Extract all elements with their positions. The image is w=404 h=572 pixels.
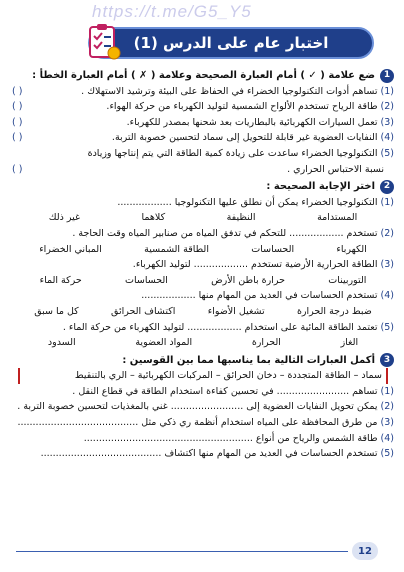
tf-item-1: (1) تساهم أدوات التكنولوجيا الخضراء في الحفاظ على البيئة وترشيد الاستهلاك . ( ) (12, 84, 394, 100)
mcq-options-3 (12, 273, 394, 289)
mcq-options-1 (12, 210, 394, 226)
section-number: 2 (380, 180, 394, 194)
fill-item-5: (5) تستخدم الحساسات في العديد من المهام منها اكتشاف ........................................ (40, 448, 394, 460)
page-title: اختبار عام على الدرس (1) (88, 27, 374, 59)
word-bank: سماد – الطاقة المتجددة – دخان الحرائق – المركبات الكهربائية – الري بالتنقيط (18, 368, 388, 384)
tf-item-5-continued: نسبة الاحتباس الحراري . ( ) (12, 162, 394, 178)
option: المواد العضوية (135, 337, 193, 349)
mcq-question-1: (1) التكنولوجيا الخضراء يمكن أن نطلق عليها التكنولوجيا .................. (117, 196, 394, 208)
answer-paren: ( ) (12, 85, 23, 97)
section-heading-text: أكمل العبارات التالية بما يناسبها مما بين القوسين : (122, 354, 375, 366)
tf-item-5: (5) التكنولوجيا الخضراء ساعدت على زيادة كمية الطاقة التي يتم إنتاجها وزيادة (87, 147, 394, 159)
answer-paren: ( ) (12, 101, 23, 113)
option: المباني الخضراء (39, 243, 102, 255)
option: كلاهما (141, 212, 166, 224)
mcq-question-2: (2) تستخدم .................. للتحكم في تدفق المياه من صنابير المياه وقت الحاجة . (72, 227, 394, 239)
option: كل ما سبق (34, 305, 79, 317)
section-heading-text: اختر الإجابة الصحيحة : (266, 181, 375, 193)
option: النظيفة (226, 212, 256, 224)
section-number: 3 (380, 353, 394, 367)
option: الكهرباء (336, 243, 367, 255)
section-1-heading (12, 68, 394, 84)
mcq-options-2 (12, 242, 394, 258)
option: حركة الماء (39, 274, 82, 286)
section-3-heading (12, 353, 394, 369)
option: الحرارة (251, 337, 281, 349)
page-number: 12 (352, 542, 378, 560)
answer-paren: ( ) (12, 116, 23, 128)
fill-item-2: (2) يمكن تحويل النفايات العضوية إلى ........................ غني بالمغذيات لتحسين خصوبة التربة . (17, 401, 394, 413)
option: الغاز (340, 337, 359, 349)
option: المستدامة (317, 212, 358, 224)
section-number: 1 (380, 69, 394, 83)
option: التوربينات (328, 274, 367, 286)
tf-item-2: (2) طاقة الرياح تستخدم الألواح الشمسية لتوليد الكهرباء من حركة الهواء. ( ) (12, 99, 394, 115)
option: تشغيل الأضواء (207, 305, 265, 317)
option: الحساسات (251, 243, 295, 255)
mcq-options-4 (12, 304, 394, 320)
option: الحساسات (125, 274, 168, 286)
fill-item-4: (4) طاقة الشمس والرياح من أنواع ........................................................ (83, 432, 394, 444)
checklist-clipboard-icon (86, 23, 122, 61)
option: غير ذلك (48, 212, 80, 224)
fill-item-1: (1) تساهم ........................ في تحسين كفاءة استخدام الطاقة في قطاع النقل . (72, 385, 394, 397)
answer-paren: ( ) (12, 163, 23, 175)
section-heading-text: ضع علامة ( ✓ ) أمام العبارة الصحيحة وعلامة ( ✗ ) أمام العبارة الخطأ : (32, 70, 375, 81)
option: ضبط درجة الحرارة (296, 305, 372, 317)
worksheet-content (12, 66, 394, 462)
option: الطاقة الشمسية (144, 243, 209, 255)
watermark: https://t.me/G5_Y5 (92, 2, 252, 21)
option: اكتشاف الحرائق (111, 305, 176, 317)
tf-item-4: (4) النفايات العضوية غير قابلة للتحويل إلى سماد لتحسين خصوبة التربة. ( ) (12, 130, 394, 146)
footer-line (16, 551, 348, 552)
answer-paren: ( ) (12, 132, 23, 144)
fill-item-3: (3) من طرق المحافظة على المياه استخدام أنظمة ري ذكي مثل ........................................ (17, 417, 394, 429)
tf-item-3: (3) تعمل السيارات الكهربائية بالبطاريات بعد شحنها بمصدر للكهرباء. ( ) (12, 115, 394, 131)
mcq-question-5: (5) تعتمد الطاقة المائية على استخدام .................. لتوليد الكهرباء من حركة الماء . (62, 321, 394, 333)
option: حرارة باطن الأرض (211, 274, 285, 286)
mcq-options-5 (12, 335, 394, 351)
mcq-question-3: (3) الطاقة الحرارية الأرضية تستخدم .................. لتوليد الكهرباء. (132, 259, 394, 271)
mcq-question-4: (4) تستخدم الحساسات في العديد من المهام منها .................. (141, 290, 394, 302)
section-2-heading (12, 179, 394, 195)
option: السدود (47, 337, 76, 349)
